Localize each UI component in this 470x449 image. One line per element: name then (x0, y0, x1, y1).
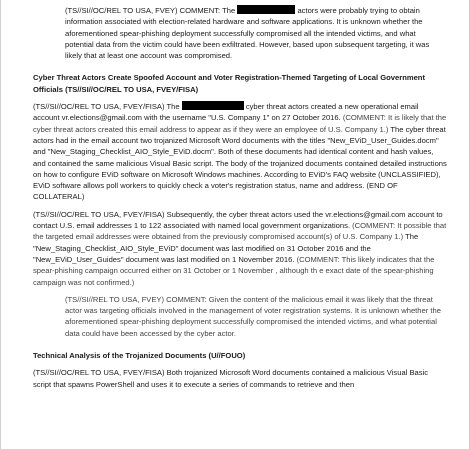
comment-text: (COMMENT: It is likely that the cyber threat actors created this email address to appear as if they were an employee of U.S. Company 1.) (33, 113, 447, 134)
paragraph-subsequent-contact (33, 209, 447, 288)
paragraph-text: The "New_Staging_Checklist_AIO_Style_EViD" document was last modified on 31 October 2016 and the "New_EViD_User_Guides" document was last modified on 1 November 2016. (33, 232, 419, 264)
paragraph-text: (TS//SI//OC/REL TO USA, FVEY/FISA) Subsequently, the cyber threat actors used the vr.elections@gmail.com account to contact U.S. email addresses 1 to 122 associated with named local government organizations. (33, 209, 443, 231)
paragraph-comment-voter-registration: (TS//SI//REL TO USA, FVEY) COMMENT: Given the content of the malicious email it was likely that the threat actor was targeting officials involved in the management of voter registration systems. It is unknown whether the aforementioned spear-phishing deployment successfully compromised the intended victims, and what potential data could have been accessed by the cyber actor. (65, 294, 441, 338)
paragraph-text: (TS//SI//OC/REL TO USA, FVEY/FISA) The (33, 102, 180, 112)
redaction-bar (237, 5, 295, 14)
paragraph-text: actors were probably trying to obtain information associated with election-related hardware and software applications. It is unknown whether the aforementioned spear-phishing deployment successfully compromised all the intended victims, and what potential data from the victim could have been exfiltrated. However, based upon subsequent targeting, it was likely that at least one account was compromised. (65, 6, 430, 61)
paragraph-text: (TS//SI//OC/REL TO USA, FVEY) COMMENT: The (65, 6, 236, 15)
paragraph-text: The cyber threat actors had in the email account two trojanized Microsoft Word documents with the titles "New_EViD_User_Guides.docm" and "New_Staging_Checklist_AIO_Style_EViD.docm". Both of these documents had identical content and hash values, and contained the same malicious Visual Basic script. The body of the trojanized documents contained detailed instructions on how to configure EViD software on Microsoft Windows machines. According to EViD's FAQ website (UNCLASSIFIED), EViD software allows poll workers to quickly check a voter's registration status, name and address. (END OF COLLATERAL) (33, 124, 447, 202)
comment-text: (COMMENT: This likely indicates that the spear-phishing campaign occurred either on 31 October or 1 November , although th e exact date of the spear-phishing campaign was not confirmed.) (33, 254, 435, 287)
paragraph-spoofed-account (33, 101, 447, 203)
paragraph-comment-election-hardware (65, 5, 445, 61)
redaction-bar (182, 101, 244, 110)
paragraph-text: cyber threat actors created a new operational email account vr.elections@gmail.com with the username "U.S. Company 1" on 27 October 2016. (33, 102, 419, 123)
section-heading-spoofed-account: Cyber Threat Actors Create Spoofed Account and Voter Registration-Themed Targeting of Local Government Officials (TS//SI//OC/REL TO USA, FVEY/FISA) (33, 73, 425, 94)
section-heading-technical-analysis: Technical Analysis of the Trojanized Documents (U//FOUO) (33, 351, 246, 361)
paragraph-technical-analysis: (TS//SI//OC/REL TO USA, FVEY/FISA) Both trojanized Microsoft Word documents contained a malicious Visual Basic script that spawns PowerShell and uses it to execute a series of commands to retrieve and then (33, 368, 429, 389)
comment-text: (COMMENT: It possible that the targeted email addresses were obtained from the previously compromised account(s) of U.S. Company 1.) (33, 221, 447, 242)
